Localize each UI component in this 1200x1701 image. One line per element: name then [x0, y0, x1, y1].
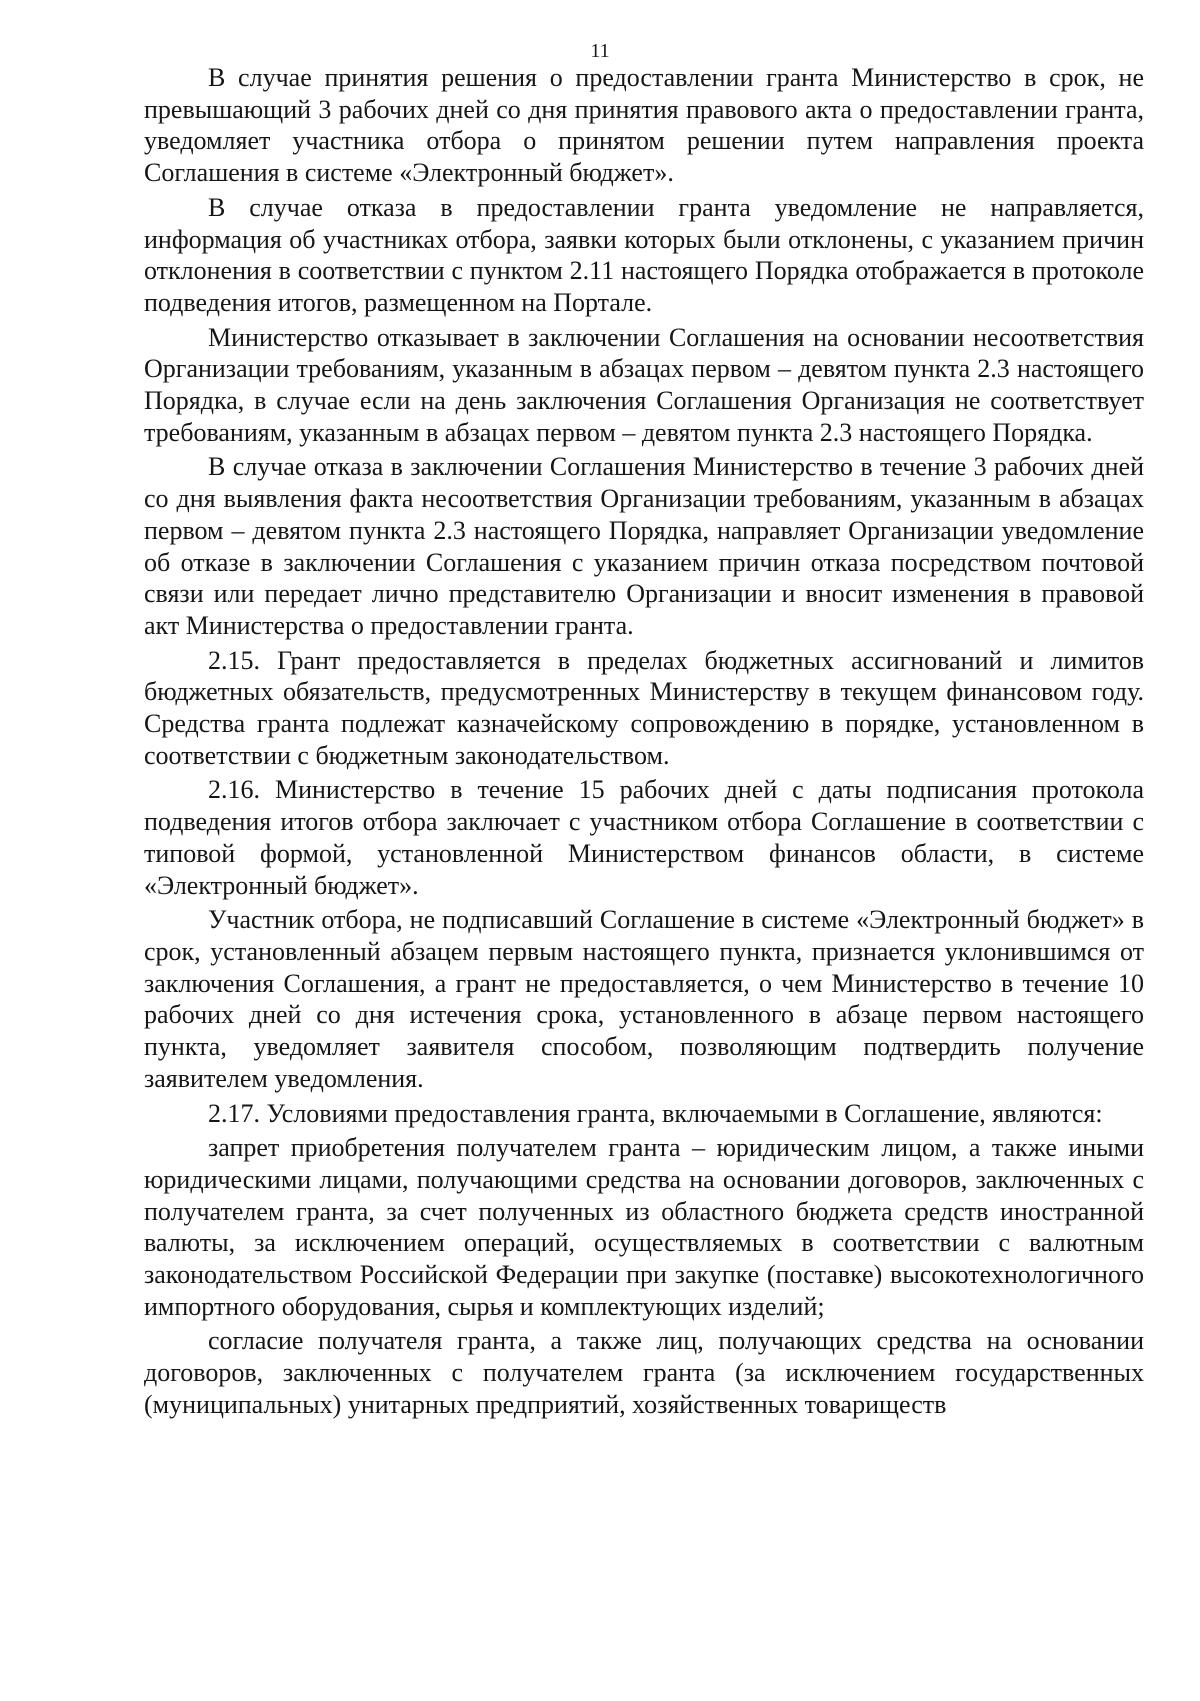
- paragraph-clause-2-16: 2.16. Министерство в течение 15 рабочих дней с даты подписания протокола подведения итогов отбора заключает с участником отбора Соглашение в соответствии с типовой формой, установленной Министерством финансов области, в системе «Электронный бюджет».: [144, 775, 1144, 900]
- paragraph-clause-2-15: 2.15. Грант предоставляется в пределах бюджетных ассигнований и лимитов бюджетных обязательств, предусмотренных Министерству в текущем финансовом году. Средства гранта подлежат казначейскому сопровождению в порядке, установленном в соответствии с бюджетным законодательством.: [144, 645, 1144, 770]
- paragraph-recipient-consent: согласие получателя гранта, а также лиц, получающих средства на основании договоров, заключенных с получателем гранта (за исключением государственных (муниципальных) унитарных предприятий, хозяйственных товариществ: [144, 1326, 1144, 1419]
- paragraph-unsigned-participant: Участник отбора, не подписавший Соглашение в системе «Электронный бюджет» в срок, установленный абзацем первым настоящего пункта, признается уклонившимся от заключения Соглашения, а грант не предоставляется, о чем Министерство в течение 10 рабочих дней со дня истечения срока, установленного в абзаце первом настоящего пункта, уведомляет заявителя способом, позволяющим подтвердить получение заявителем уведомления.: [144, 905, 1144, 1093]
- paragraph-grant-decision-notice: В случае принятия решения о предоставлении гранта Министерство в срок, не превышающий 3 рабочих дней со дня принятия правового акта о предоставлении гранта, уведомляет участника отбора о принятом решении путем направления проекта Соглашения в системе «Электронный бюджет».: [144, 63, 1144, 188]
- page-number: 11: [590, 40, 610, 62]
- paragraph-currency-ban: запрет приобретения получателем гранта – юридическим лицом, а также иными юридическими лицами, получающими средства на основании договоров, заключенных с получателем гранта, за счет полученных из областного бюджета средств иностранной валюты, за исключением операций, осуществляемых в соответствии с валютным законодательством Российской Федерации при закупке (поставке) высокотехнологичного импортного оборудования, сырья и комплектующих изделий;: [144, 1133, 1144, 1321]
- document-body: [144, 62, 1144, 1421]
- paragraph-clause-2-17: 2.17. Условиями предоставления гранта, включаемыми в Соглашение, являются:: [208, 1098, 1103, 1128]
- paragraph-agreement-refusal-grounds: Министерство отказывает в заключении Соглашения на основании несоответствия Организации требованиям, указанным в абзацах первом – девятом пункта 2.3 настоящего Порядка, в случае если на день заключения Соглашения Организация не соответствует требованиям, указанным в абзацах первом – девятом пункта 2.3 настоящего Порядка.: [144, 322, 1144, 447]
- paragraph-agreement-refusal-notice: В случае отказа в заключении Соглашения Министерство в течение 3 рабочих дней со дня выявления факта несоответствия Организации требованиям, указанным в абзацах первом – девятом пункта 2.3 настоящего Порядка, направляет Организации уведомление об отказе в заключении Соглашения с указанием причин отказа посредством почтовой связи или передает лично представителю Организации и вносит изменения в правовой акт Министерства о предоставлении гранта.: [144, 452, 1144, 640]
- paragraph-grant-refusal: В случае отказа в предоставлении гранта уведомление не направляется, информация об участниках отбора, заявки которых были отклонены, с указанием причин отклонения в соответствии с пунктом 2.11 настоящего Порядка отображается в протоколе подведения итогов, размещенном на Портале.: [144, 192, 1144, 317]
